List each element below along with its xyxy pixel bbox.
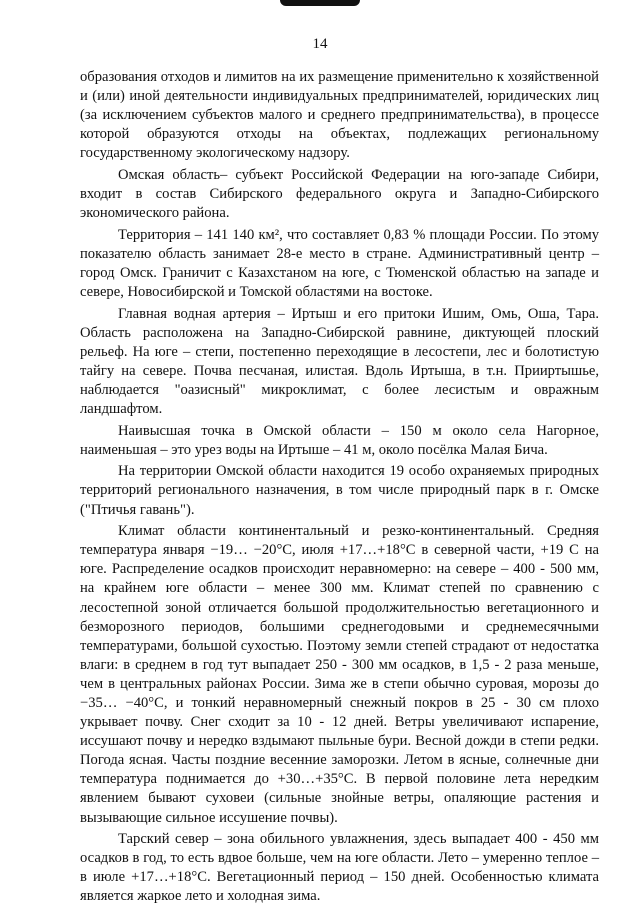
paragraph-protected-areas: На территории Омской области находится 19 особо охраняемых природных территорий регионального назначения, в том числе природный парк в г. Омске ("Птичья гавань"). [80,463,599,518]
paragraph-elevation: Наивысшая точка в Омской области – 150 м около села Нагорное, наименьшая – это урез воды на Иртыше – 41 м, около посёлка Малая Бича. [80,422,599,458]
paragraph-territory: Территория – 141 140 км², что составляет 0,83 % площади России. По этому показателю область занимает 28-е место в стране. Административный центр – город Омск. Граничит с Казахстаном на юге, с Тюменской областью на западе и севере, Новосибирской и Томской областями на востоке. [80,226,599,301]
document-body [80,68,599,909]
scan-artifact [280,0,360,6]
paragraph-water: Главная водная артерия – Иртыш и его притоки Ишим, Омь, Оша, Тара. Область расположена на Западно-Сибирской равнине, диктующей плоский рельеф. На юге – степи, постепенно переходящие в лесостепи, лес и болотистую тайгу на севере. Почва песчаная, илистая. Вдоль Иртыша, в т.н. Прииртышье, наблюдается "оазисный" микроклимат, с более лесистым и овражным ландшафтом. [80,305,599,418]
paragraph-tara-north: Тарский север – зона обильного увлажнения, здесь выпадает 400 - 450 мм осадков в год, то есть вдвое больше, чем на юге области. Лето – умеренно теплое – в июле +17…+18°С. Вегетационный период – 150 дней. Особенностью климата является жаркое лето и холодная зима. [80,831,599,905]
paragraph-omsk-region: Омская область– субъект Российской Федерации на юго-западе Сибири, входит в состав Сибирского федерального округа и Западно-Сибирского экономического района. [80,166,599,222]
paragraph-continuation: образования отходов и лимитов на их размещение применительно к хозяйственной и (или) иной деятельности индивидуальных предпринимателей, юридических лиц (за исключением субъектов малого и среднего предпринимательства), в процессе которой образуются отходы на объектах, подлежащих региональному государственному экологическому надзору. [80,69,599,162]
paragraph-climate: Климат области континентальный и резко-континентальный. Средняя температура января −19… −20°С, июля +17…+18°С в северной части, +19 С на юге. Распределение осадков происходит неравномерно: на севере – 400 - 500 мм, на крайнем юге области – менее 300 мм. Климат степей по сравнению с лесостепной зоной отличается большой продолжительностью вегетационного и безморозного периодов, большими среднегодовыми и среднемесячными температурами, большой сухостью. Поэтому земли степей страдают от недостатка влаги: в среднем в год тут выпадает 250 - 300 мм осадков, в 1,5 - 2 раза меньше, чем в центральных районах России. Зима же в степи обычно суровая, морозы до −35… −40°С, и тонкий неравномерный снежный покров в 25 - 30 см плохо укрывает почву. Снег сходит за 10 - 12 дней. Ветры увеличивают испарение, иссушают почву и нередко вздымают пыльные бури. Весной дожди в степи редки. Погода ясная. Часты поздние весенние заморозки. Летом в ясные, солнечные дни температура поднимается до +30…+35°С. В первой половине лета нередким явлением бывают суховеи (сильные знойные ветры, опаляющие растения и вызывающие сильное иссушение почвы). [80,523,599,826]
page-number: 14 [312,36,328,52]
